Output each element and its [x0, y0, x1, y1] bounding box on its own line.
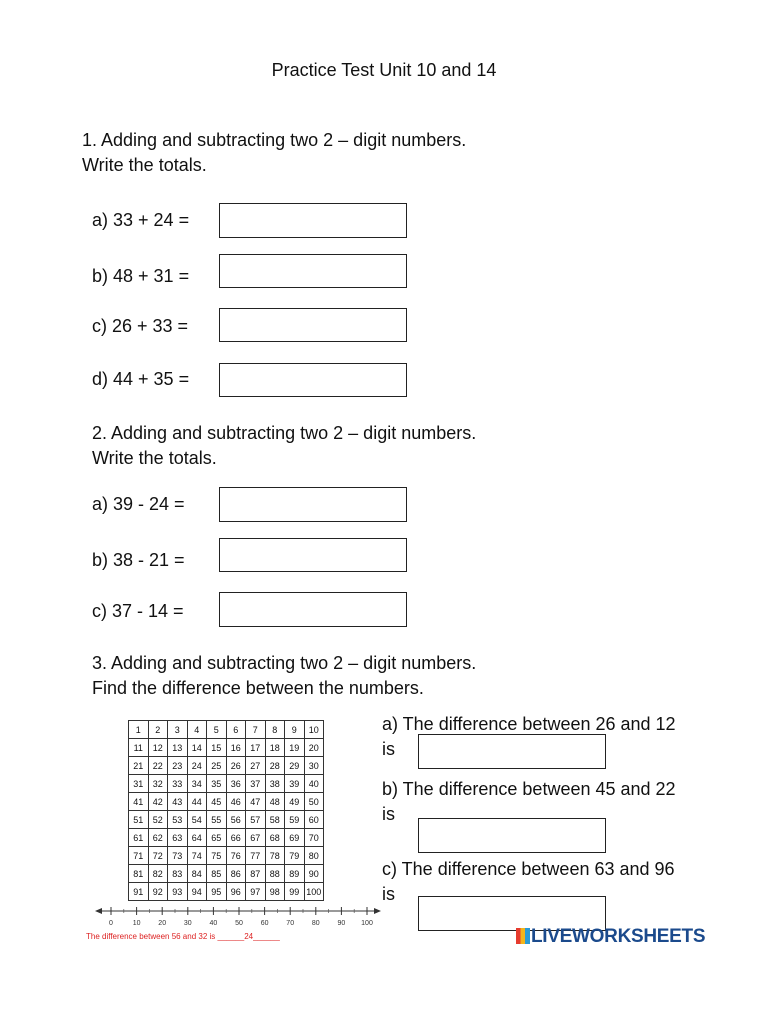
grid-cell: 89 — [285, 865, 305, 883]
grid-cell: 43 — [168, 793, 188, 811]
s3-question-b-line1: b) The difference between 45 and 22 — [382, 779, 676, 799]
number-line-label: 20 — [158, 920, 167, 927]
grid-cell: 77 — [246, 847, 266, 865]
grid-cell: 15 — [207, 739, 227, 757]
s1-answer-c[interactable] — [219, 308, 407, 342]
grid-cell: 59 — [285, 811, 305, 829]
grid-cell: 39 — [285, 775, 305, 793]
grid-cell: 55 — [207, 811, 227, 829]
grid-cell: 51 — [129, 811, 149, 829]
grid-cell: 45 — [207, 793, 227, 811]
grid-cell: 13 — [168, 739, 188, 757]
grid-cell: 6 — [226, 721, 246, 739]
grid-cell: 41 — [129, 793, 149, 811]
grid-cell: 69 — [285, 829, 305, 847]
grid-cell: 52 — [148, 811, 168, 829]
grid-cell: 20 — [304, 739, 324, 757]
grid-cell: 63 — [168, 829, 188, 847]
grid-cell: 11 — [129, 739, 149, 757]
grid-cell: 14 — [187, 739, 207, 757]
grid-cell: 54 — [187, 811, 207, 829]
grid-row — [129, 775, 324, 793]
section1-instruction: Write the totals. — [82, 155, 207, 175]
grid-cell: 22 — [148, 757, 168, 775]
grid-cell: 49 — [285, 793, 305, 811]
grid-cell: 38 — [265, 775, 285, 793]
grid-cell: 58 — [265, 811, 285, 829]
s3-question-c-line1: c) The difference between 63 and 96 — [382, 859, 675, 879]
grid-cell: 64 — [187, 829, 207, 847]
s2-answer-c[interactable] — [219, 592, 407, 627]
s1-question-d: d) 44 + 35 = — [92, 369, 190, 389]
grid-cell: 80 — [304, 847, 324, 865]
grid-cell: 71 — [129, 847, 149, 865]
grid-cell: 37 — [246, 775, 266, 793]
grid-cell: 26 — [226, 757, 246, 775]
grid-cell: 27 — [246, 757, 266, 775]
grid-cell: 12 — [148, 739, 168, 757]
s2-answer-a[interactable] — [219, 487, 407, 522]
grid-cell: 88 — [265, 865, 285, 883]
number-line-label: 10 — [132, 920, 141, 927]
example-note: The difference between 56 and 32 is ______24______ — [86, 932, 280, 941]
section3-instruction: Find the difference between the numbers. — [92, 678, 424, 698]
s3-answer-a[interactable] — [418, 734, 606, 769]
number-line-label: 80 — [311, 920, 320, 927]
grid-cell: 96 — [226, 883, 246, 901]
grid-cell: 17 — [246, 739, 266, 757]
grid-cell: 8 — [265, 721, 285, 739]
grid-row — [129, 793, 324, 811]
grid-row — [129, 811, 324, 829]
grid-cell: 68 — [265, 829, 285, 847]
grid-cell: 10 — [304, 721, 324, 739]
s1-answer-d[interactable] — [219, 363, 407, 397]
grid-row — [129, 829, 324, 847]
s1-answer-b[interactable] — [219, 254, 407, 288]
grid-cell: 36 — [226, 775, 246, 793]
grid-cell: 40 — [304, 775, 324, 793]
grid-cell: 4 — [187, 721, 207, 739]
hundred-grid — [128, 720, 324, 901]
grid-cell: 29 — [285, 757, 305, 775]
s3-answer-b[interactable] — [418, 818, 606, 853]
number-line-arrow-left-icon — [95, 908, 102, 914]
grid-cell: 67 — [246, 829, 266, 847]
grid-cell: 46 — [226, 793, 246, 811]
grid-cell: 47 — [246, 793, 266, 811]
section3-heading: 3. Adding and subtracting two 2 – digit numbers. — [92, 653, 477, 673]
s2-question-c: c) 37 - 14 = — [92, 601, 184, 621]
grid-cell: 65 — [207, 829, 227, 847]
number-line — [95, 905, 385, 929]
grid-cell: 90 — [304, 865, 324, 883]
grid-cell: 100 — [304, 883, 324, 901]
grid-row — [129, 721, 324, 739]
s2-question-a: a) 39 - 24 = — [92, 494, 185, 514]
grid-cell: 24 — [187, 757, 207, 775]
grid-cell: 85 — [207, 865, 227, 883]
grid-cell: 62 — [148, 829, 168, 847]
grid-cell: 34 — [187, 775, 207, 793]
s1-question-c: c) 26 + 33 = — [92, 316, 189, 336]
grid-cell: 84 — [187, 865, 207, 883]
grid-cell: 21 — [129, 757, 149, 775]
grid-row — [129, 757, 324, 775]
grid-cell: 87 — [246, 865, 266, 883]
grid-row — [129, 847, 324, 865]
grid-cell: 44 — [187, 793, 207, 811]
grid-cell: 73 — [168, 847, 188, 865]
s3-question-b-line2: is — [382, 804, 395, 824]
grid-cell: 2 — [148, 721, 168, 739]
grid-cell: 7 — [246, 721, 266, 739]
liveworksheets-logo: LIVEWORKSHEETS — [516, 926, 705, 948]
s3-question-c-line2: is — [382, 884, 395, 904]
grid-cell: 99 — [285, 883, 305, 901]
grid-cell: 86 — [226, 865, 246, 883]
page-title: Practice Test Unit 10 and 14 — [271, 60, 497, 80]
grid-cell: 95 — [207, 883, 227, 901]
grid-cell: 19 — [285, 739, 305, 757]
grid-cell: 9 — [285, 721, 305, 739]
section2-heading: 2. Adding and subtracting two 2 – digit numbers. — [92, 423, 477, 443]
grid-cell: 61 — [129, 829, 149, 847]
grid-cell: 70 — [304, 829, 324, 847]
number-line-label: 50 — [235, 920, 243, 927]
grid-cell: 79 — [285, 847, 305, 865]
grid-cell: 78 — [265, 847, 285, 865]
number-line-label: 40 — [209, 920, 218, 927]
grid-cell: 83 — [168, 865, 188, 883]
grid-cell: 91 — [129, 883, 149, 901]
s1-question-a: a) 33 + 24 = — [92, 210, 190, 230]
number-line-label: 100 — [361, 920, 373, 927]
liveworksheets-logo-icon — [516, 928, 530, 944]
grid-cell: 33 — [168, 775, 188, 793]
grid-cell: 50 — [304, 793, 324, 811]
s1-answer-a[interactable] — [219, 203, 407, 238]
grid-cell: 60 — [304, 811, 324, 829]
grid-cell: 28 — [265, 757, 285, 775]
number-line-label: 60 — [260, 920, 269, 927]
grid-cell: 75 — [207, 847, 227, 865]
grid-cell: 16 — [226, 739, 246, 757]
grid-cell: 3 — [168, 721, 188, 739]
grid-cell: 18 — [265, 739, 285, 757]
grid-cell: 93 — [168, 883, 188, 901]
grid-cell: 30 — [304, 757, 324, 775]
s2-answer-b[interactable] — [219, 538, 407, 572]
grid-cell: 42 — [148, 793, 168, 811]
grid-cell: 81 — [129, 865, 149, 883]
grid-cell: 76 — [226, 847, 246, 865]
s2-question-b: b) 38 - 21 = — [92, 550, 185, 570]
grid-cell: 57 — [246, 811, 266, 829]
number-line-arrow-right-icon — [374, 908, 381, 914]
number-line-label: 90 — [337, 920, 346, 927]
grid-cell: 35 — [207, 775, 227, 793]
grid-cell: 66 — [226, 829, 246, 847]
grid-cell: 98 — [265, 883, 285, 901]
s3-question-a-line1: a) The difference between 26 and 12 — [382, 714, 676, 734]
grid-cell: 92 — [148, 883, 168, 901]
grid-cell: 48 — [265, 793, 285, 811]
grid-row — [129, 739, 324, 757]
s1-question-b: b) 48 + 31 = — [92, 266, 190, 286]
grid-cell: 53 — [168, 811, 188, 829]
grid-cell: 23 — [168, 757, 188, 775]
section2-instruction: Write the totals. — [92, 448, 217, 468]
s3-question-a-line2: is — [382, 739, 395, 759]
grid-cell: 5 — [207, 721, 227, 739]
grid-row — [129, 865, 324, 883]
section1-heading: 1. Adding and subtracting two 2 – digit numbers. — [82, 130, 467, 150]
grid-cell: 82 — [148, 865, 168, 883]
grid-cell: 25 — [207, 757, 227, 775]
number-line-label: 30 — [183, 920, 192, 927]
grid-cell: 31 — [129, 775, 149, 793]
grid-cell: 94 — [187, 883, 207, 901]
grid-row — [129, 883, 324, 901]
grid-cell: 56 — [226, 811, 246, 829]
number-line-label: 0 — [109, 920, 113, 927]
grid-cell: 74 — [187, 847, 207, 865]
number-line-label: 70 — [286, 920, 295, 927]
grid-cell: 32 — [148, 775, 168, 793]
grid-cell: 1 — [129, 721, 149, 739]
grid-cell: 97 — [246, 883, 266, 901]
grid-cell: 72 — [148, 847, 168, 865]
